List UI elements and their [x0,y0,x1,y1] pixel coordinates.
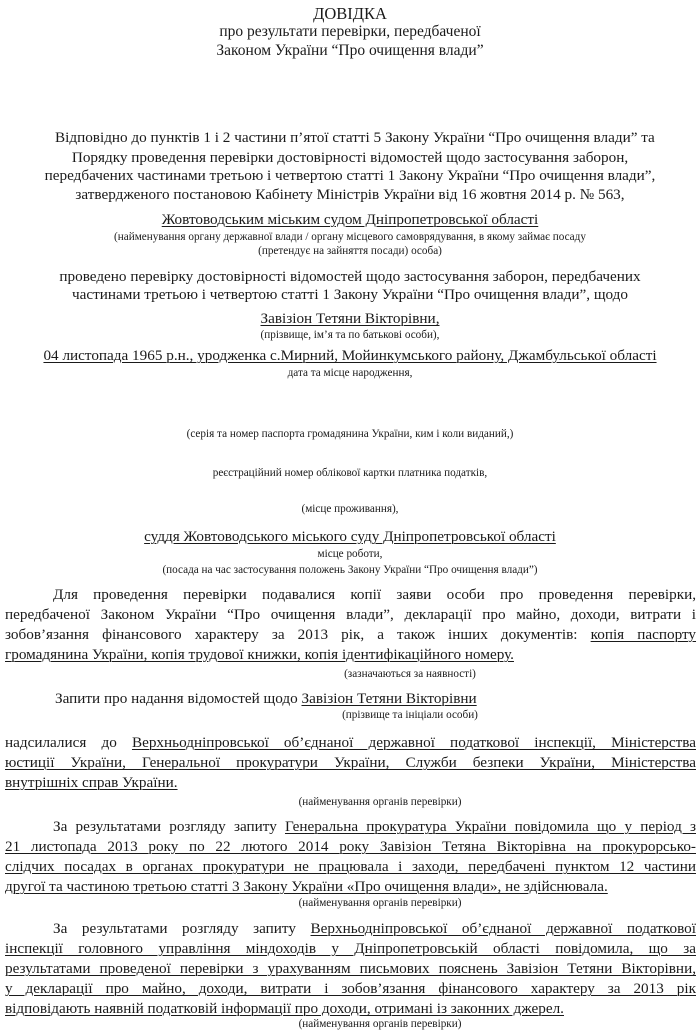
requests-recipients-1: Верхньодніпровської об’єднаної державної податкової інспекції, Міністерства [131,734,696,751]
check-text-line-1: проведено перевірку достовірності відомостей щодо застосування заборон, передбачених [59,268,641,285]
authority-caption-1: (найменування органу державної влади / органу місцевого самоврядування, в якому займає посаду [114,231,586,243]
result-1-line-2 [5,837,696,857]
check-text-line-2: частинами третьою і четвертою статті 1 Закону України “Про очищення влади”, щодо [71,286,629,303]
requests-line [55,690,477,707]
result-1-text-1: Генеральна прокуратура України повідомила що у період з [284,818,696,835]
result-2-text-4: у декларації про майно, доходи, витрати і зобов’язання фінансового характеру за 2013 рік [5,980,696,997]
person-birth-caption: дата та місце народження, [287,367,413,379]
documents-line-3-list: копія паспорту [590,626,697,643]
result-2-text-3: результатами проведеної перевірки з урахуванням письмових пояснень Завізіон Тетяни Вікторівни, [5,960,696,977]
tax-number-caption: реєстраційний номер облікової картки платника податків, [212,467,488,479]
result-1-line-3 [5,857,696,877]
documents-line-3-text: зобов’язання фінансового характеру за 2013 рік, а також інших документів: [5,626,578,643]
result-1-prefix: За результатами розгляду запиту [53,818,277,835]
requests-recipients-line-3 [5,773,696,793]
requests-recipients-line-1 [5,733,696,753]
result-1-text-4: другої та частиною третьою статті 3 Закону України «Про очищення влади», не здійснювала. [5,878,608,895]
documents-list: громадянина України, копія трудової книжки, копія ідентифікаційного номеру. [5,646,514,663]
documents-line-3 [5,625,696,645]
result-1-text-2: 21 листопада 2013 року по 22 лютого 2014 року Завізіон Тетяна Вікторівна на прокурорсько- [5,838,696,855]
document-title: ДОВІДКА [313,4,387,23]
documents-paragraph [5,585,696,665]
residence-caption: (місце проживання), [301,503,399,515]
intro-line-3: передбачених частинами третьою і четвертою статті 1 Закону України “Про очищення влади”, [44,167,656,184]
requests-prefix: Запити про надання відомостей щодо [55,690,298,707]
intro-line-2: Порядку проведення перевірки достовірності відомостей щодо застосування заборон, [71,149,629,166]
result-2-line-3 [5,959,696,979]
result-2-prefix: За результатами розгляду запиту [53,920,296,937]
result-1-text-3: слідчих посадах в органах прокуратури не працювала і заходи, передбачені пунктом 12 частини [5,858,696,875]
workplace-caption: місце роботи, [317,548,383,560]
result-2-line-2 [5,939,696,959]
intro-line-1: Відповідно до пунктів 1 і 2 частини п’ятої статті 5 Закону України “Про очищення влади” та [55,129,655,146]
result-2-text-2: інспекції головного управління міндоходів у Дніпропетровській області повідомила, що за [5,940,696,957]
documents-line-4 [5,645,696,665]
requests-sent-prefix: надсилалися до [5,734,117,751]
result-2-line-4 [5,979,696,999]
person-workplace: суддя Жовтоводського міського суду Дніпропетровської області [144,528,556,545]
requests-name-caption: (прізвище та ініціали особи) [342,709,478,721]
document-subtitle-line-2: Законом України “Про очищення влади” [216,42,484,59]
requests-person-name: Завізіон Тетяни Вікторівни [301,690,477,707]
requests-recipients-paragraph [5,733,696,793]
authority-caption-2: (претендує на зайняття посади) особа) [258,245,442,257]
documents-line-1: Для проведення перевірки подавалися копії заяви особи про проведення перевірки, [53,586,696,603]
document-subtitle-line-1: про результати перевірки, передбаченої [219,23,481,40]
result-2-line-5 [5,999,696,1019]
result-2-text-1: Верхньодніпровської об’єднаної державної податкової [310,920,696,937]
result-2-line-1 [5,919,696,939]
authority-name: Жовтоводським міським судом Дніпропетровської області [161,211,539,228]
requests-recipients-2: юстиції України, Генеральної прокуратури України, Служби безпеки України, Міністерства [5,754,696,771]
passport-caption: (серія та номер паспорта громадянина України, ким і коли виданий,) [186,428,514,440]
result-1-line-1 [5,817,696,837]
requests-recipients-3: внутрішніх справ України. [5,774,178,791]
result-2-paragraph [5,919,696,1019]
person-full-name: Завізіон Тетяни Вікторівни, [260,310,440,327]
result-1-paragraph [5,817,696,897]
documents-line-2: передбаченої Законом України “Про очищення влади”, декларації про майно, доходи, витрати і [5,606,696,623]
result-2-text-5: відповідають наявній податковій інформації про доходи, отримані із законних джерел. [5,1000,564,1017]
result-2-caption: (найменування органів перевірки) [298,1018,462,1030]
result-1-line-4 [5,877,696,897]
person-name-caption: (прізвище, ім’я та по батькові особи), [260,329,440,341]
intro-line-4: затвердженого постановою Кабінету Міністрів України від 16 жовтня 2014 р. № 563, [75,186,625,203]
result-1-caption: (найменування органів перевірки) [298,897,462,909]
requests-recipients-line-2 [5,753,696,773]
person-birth-info: 04 листопада 1965 р.н., уродженка с.Мирний, Мойинкумського району, Джамбульської області [43,347,657,364]
position-caption: (посада на час застосування положень Закону України “Про очищення влади”) [162,564,538,576]
requests-recipients-caption: (найменування органів перевірки) [298,796,462,808]
documents-caption: (зазначаються за наявності) [344,668,476,680]
